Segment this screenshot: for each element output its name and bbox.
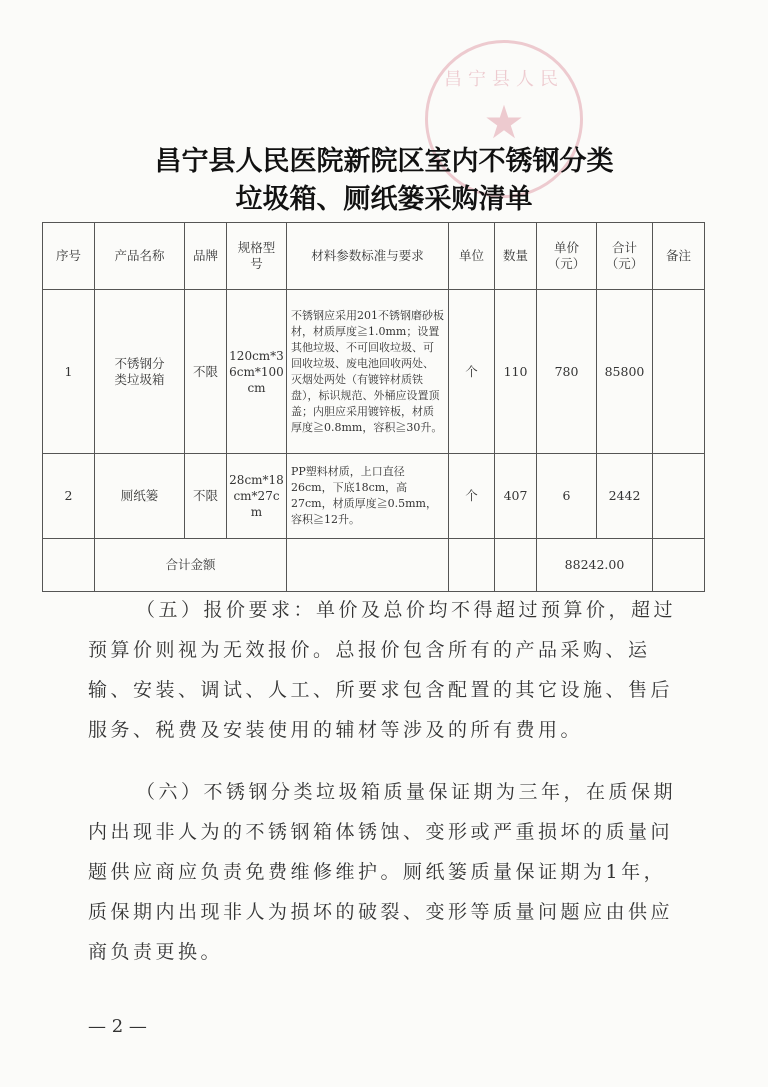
row-name-line1: 不锈钢分 (114, 355, 165, 371)
row-name (95, 290, 185, 454)
title-line-2: 垃圾箱、厕纸篓采购清单 (235, 184, 533, 215)
sum-empty-cell (287, 539, 449, 592)
row-qty: 110 (495, 290, 537, 454)
row-total: 85800 (597, 290, 653, 454)
title-line-1: 昌宁县人民医院新院区室内不锈钢分类 (154, 146, 614, 177)
header-unit: 单位 (449, 223, 495, 290)
header-total-line2: （元） (605, 256, 644, 271)
header-total-line1: 合计 (611, 240, 637, 255)
header-price-line2: （元） (547, 256, 586, 271)
sum-label: 合计金额 (95, 539, 287, 592)
row-name-line2: 类垃圾箱 (114, 371, 165, 387)
header-name: 产品名称 (95, 223, 185, 290)
row-price: 780 (537, 290, 597, 454)
table-sum-row (43, 539, 705, 592)
row-name-line1: 厕纸篓 (120, 488, 159, 503)
row-brand: 不限 (185, 454, 227, 539)
row-no: 1 (43, 290, 95, 454)
header-price (537, 223, 597, 290)
page-number: — 2 — (88, 1016, 147, 1037)
row-spec: PP塑料材质，上口直径26cm，下底18cm，高27cm，材质厚度≧0.5mm，容积≧12升。 (287, 454, 449, 539)
row-model: 28cm*18cm*27cm (227, 454, 287, 539)
row-remark (653, 454, 705, 539)
row-price: 6 (537, 454, 597, 539)
header-model-line2: 号 (250, 256, 263, 271)
procurement-table (42, 222, 705, 592)
row-remark (653, 290, 705, 454)
seal-text: 昌宁县人民 (444, 69, 564, 90)
row-total: 2442 (597, 454, 653, 539)
table-row (43, 454, 705, 539)
header-price-line1: 单价 (553, 240, 579, 255)
header-remark: 备注 (653, 223, 705, 290)
row-model: 120cm*36cm*100cm (227, 290, 287, 454)
row-qty: 407 (495, 454, 537, 539)
header-no: 序号 (43, 223, 95, 290)
paragraph-warranty: （六）不锈钢分类垃圾箱质量保证期为三年，在质保期内出现非人为的不锈钢箱体锈蚀、变形或严重损坏的质量问题供应商应负责免费维修维护。厕纸篓质量保证期为1年，质保期内出现非人为损坏的破裂、变形等质量问题应由供应商负责更换。 (88, 781, 677, 963)
row-unit: 个 (449, 454, 495, 539)
row-name (95, 454, 185, 539)
table-row (43, 290, 705, 454)
sum-empty-cell (43, 539, 95, 592)
seal-star-icon: ★ (483, 95, 525, 149)
row-unit: 个 (449, 290, 495, 454)
header-model (227, 223, 287, 290)
sum-value: 88242.00 (537, 539, 653, 592)
document-title (0, 143, 768, 219)
row-brand: 不限 (185, 290, 227, 454)
header-model-line1: 规格型 (237, 240, 276, 255)
sum-empty-cell (449, 539, 495, 592)
row-no: 2 (43, 454, 95, 539)
table-header-row (43, 223, 705, 290)
header-total (597, 223, 653, 290)
header-qty: 数量 (495, 223, 537, 290)
paragraph-quote-requirements: （五）报价要求：单价及总价均不得超过预算价，超过预算价则视为无效报价。总报价包含所有的产品采购、运输、安装、调试、人工、所要求包含配置的其它设施、售后服务、税费及安装使用的辅材等涉及的所有费用。 (88, 599, 677, 741)
row-spec: 不锈钢应采用201不锈钢磨砂板材，材质厚度≧1.0mm；设置其他垃圾、不可回收垃圾、可回收垃圾、废电池回收两处、灭烟处两处（有镀锌材质铁盘），标识规范、外桶应设置顶盖；内胆应采用镀锌板，材质厚度≧0.8mm，容积≧30升。 (287, 290, 449, 454)
header-brand: 品牌 (185, 223, 227, 290)
sum-empty-cell (495, 539, 537, 592)
header-spec: 材料参数标准与要求 (287, 223, 449, 290)
sum-empty-cell (653, 539, 705, 592)
